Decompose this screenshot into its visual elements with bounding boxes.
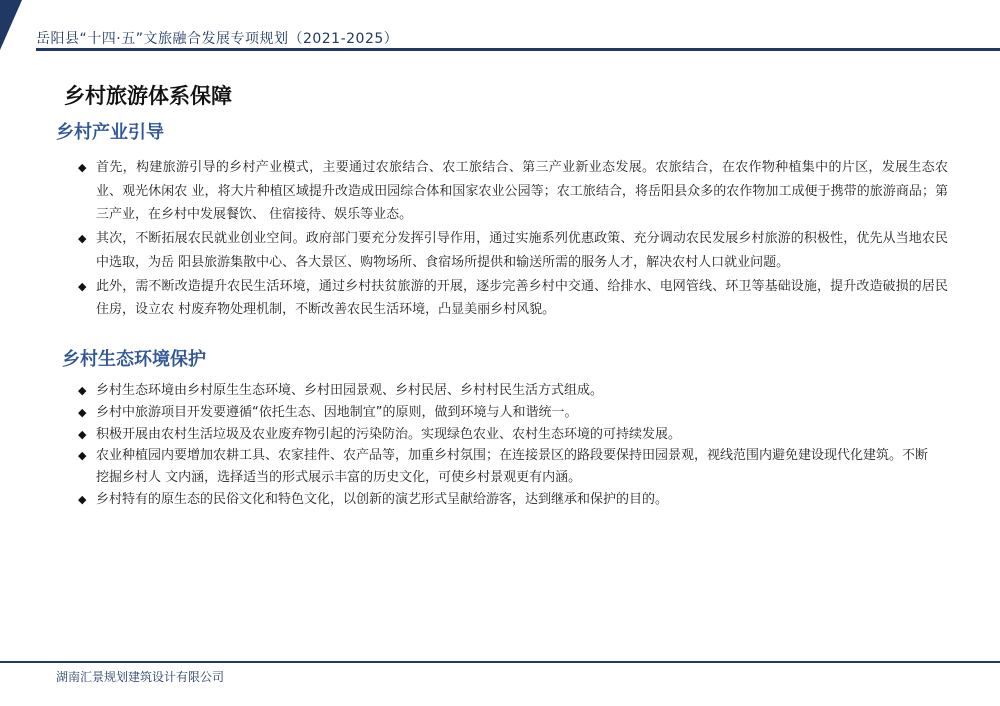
list-item: ◆ 乡村生态环境由乡村原生生态环境、乡村田园景观、乡村民居、乡村村民生活方式组成。	[78, 380, 928, 402]
list-item: ◆ 其次，不断拓展农民就业创业空间。政府部门要充分发挥引导作用，通过实施系列优惠政策、充分调动农民发展乡村旅游的积极性，优先从当地农民中选取，为岳 阳县旅游集散中心、各大景区、购物场所、食宿场所提供和输送所需的服务人才，解决农村人口就业问题。	[78, 227, 948, 274]
section-title-industry: 乡村产业引导	[56, 122, 164, 143]
list-item: ◆ 积极开展由农村生活垃圾及农业废弃物引起的污染防治。实现绿色农业、农村生态环境的可持续发展。	[78, 424, 928, 446]
list-item: ◆ 此外，需不断改造提升农民生活环境，通过乡村扶贫旅游的开展，逐步完善乡村中交通、给排水、电网管线、环卫等基础设施，提升改造破损的居民住房，设立农 村废弃物处理机制，不断改善农民生活环境，凸显美丽乡村风貌。	[78, 275, 948, 322]
page-title: 乡村旅游体系保障	[64, 84, 232, 108]
ecology-list	[78, 380, 928, 511]
list-item: ◆ 首先，构建旅游引导的乡村产业模式，主要通过农旅结合、农工旅结合、第三产业新业态发展。农旅结合，在农作物种植集中的片区，发展生态农业、观光休闲农 业，将大片种植区域提升改造成田园综合体和国家农业公园等；农工旅结合，将岳阳县众多的农作物加工成便于携带的旅游商品；第三产业，在乡村中发展餐饮、 住宿接待、娱乐等业态。	[78, 156, 948, 227]
list-item: ◆ 乡村特有的原生态的民俗文化和特色文化，以创新的演艺形式呈献给游客，达到继承和保护的目的。	[78, 489, 928, 511]
list-item: ◆ 农业种植园内要增加农耕工具、农家挂件、农产品等，加重乡村氛围；在连接景区的路段要保持田园景观，视线范围内避免建设现代化建筑。不断挖掘乡村人 文内涵，选择适当的形式展示丰富的历史文化，可使乡村景观更有内涵。	[78, 445, 928, 489]
industry-list	[78, 156, 948, 322]
footer-company-name: 湖南汇景规划建筑设计有限公司	[56, 670, 225, 684]
header-corner-decoration	[0, 0, 22, 50]
header-divider	[36, 48, 1000, 51]
footer-divider	[0, 661, 1000, 663]
section-title-ecology: 乡村生态环境保护	[62, 349, 206, 370]
document-header-title: 岳阳县“十四·五”文旅融合发展专项规划（2021-2025）	[36, 31, 399, 47]
list-item: ◆ 乡村中旅游项目开发要遵循“依托生态、因地制宜”的原则，做到环境与人和谐统一。	[78, 402, 928, 424]
